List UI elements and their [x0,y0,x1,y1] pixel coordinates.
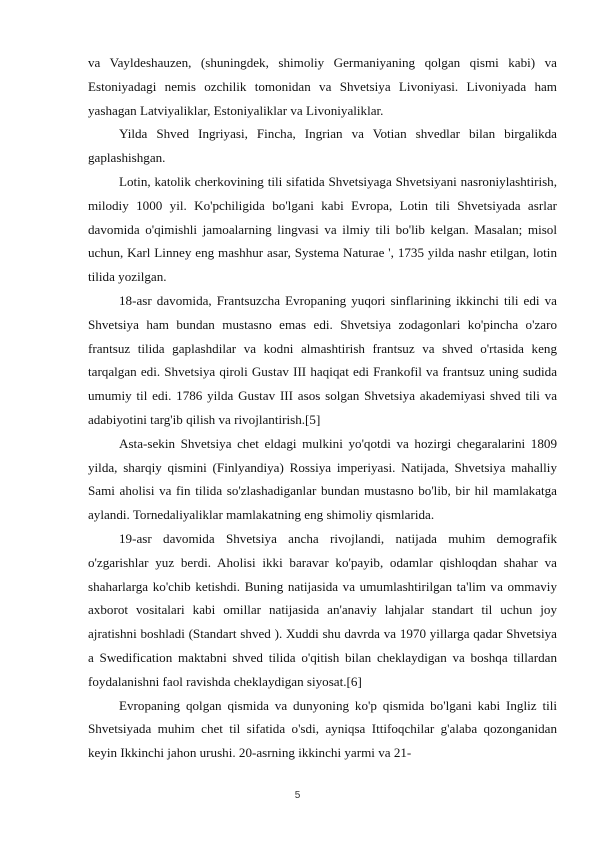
paragraph-7: Evropaning qolgan qismida va dunyoning ko'p qismida bo'lgani kabi Ingliz tili Shvetsiyada muhim chet til sifatida o'sdi, ayniqsa Ittifoqchilar g'alaba qozonganidan keyin Ikkinchi jahon urushi. 20-asrning ikkinchi yarmi va 21- [88,697,557,761]
paragraph-6: 19-asr davomida Shvetsiya ancha rivojlandi, natijada muhim demografik o'zgarishlar yuz berdi. Aholisi ikki baravar ko'payib, odamlar qishloqdan shahar va shaharlarga ko'chib ketishdi. Buning natijasida va umumlashtirilgan ta'lim va ommaviy axborot vositalari kabi omillar natijasida an'anaviy lahjalar standart til uchun joy ajratishni boshladi (Standart shved ). Xuddi shu davrda va 1970 yillarga qadar Shvetsiya a Swedification maktabni shved tilida o'qitish bilan cheklaydigan va boshqa tillardan foydalanishni faol ravishda cheklaydigan siyosat.[6] [88,530,557,689]
document-page [88,51,557,765]
paragraph-2: Yilda Shved Ingriyasi, Fincha, Ingrian va Votian shvedlar bilan birgalikda gaplashishgan. [88,126,557,166]
paragraph-3: Lotin, katolik cherkovining tili sifatida Shvetsiyaga Shvetsiyani nasroniylashtirish, milodiy 1000 yil. Ko'pchiligida bo'lgani kabi Evropa, Lotin tili Shvetsiyada asrlar davomida o'qimishli jamoalarning lingvasi va ilmiy tili bo'lib kelgan. Masalan; misol uchun, Karl Linney eng mashhur asar, Systema Naturae ', 1735 yilda nashr etilgan, lotin tilida yozilgan. [88,173,557,285]
paragraph-1: va Vayldeshauzen, (shuningdek, shimoliy Germaniyaning qolgan qismi kabi) va Estoniyadagi nemis ozchilik tomonidan va Shvetsiya Livoniyasi. Livoniyada ham yashagan Latviyaliklar, Estoniyaliklar va Livoniyaliklar. [88,55,557,118]
paragraph-5: Asta-sekin Shvetsiya chet eldagi mulkini yo'qotdi va hozirgi chegaralarini 1809 yilda, sharqiy qismini (Finlyandiya) Rossiya imperiyasi. Natijada, Shvetsiya mahalliy Sami aholisi va fin tilida so'zlashadiganlar bundan mustasno bo'lib, bir hil mamlakatga aylandi. Tornedaliyaliklar mamlakatning eng shimoliy qismlarida. [88,435,557,523]
paragraph-4: 18-asr davomida, Frantsuzcha Evropaning yuqori sinflarining ikkinchi tili edi va Shvetsiya ham bundan mustasno emas edi. Shvetsiya zodagonlari ko'pincha o'zaro frantsuz tilida gaplashdilar va kodni almashtirish frantsuz va shved o'rtasida keng tarqalgan edi. Shvetsiya qiroli Gustav III haqiqat edi Frankofil va frantsuz uning sudida umumiy til edi. 1786 yilda Gustav III asos solgan Shvetsiya akademiyasi shved tili va adabiyotini targ'ib qilish va rivojlantirish.[5] [88,292,557,427]
page-number: 5 [294,790,301,801]
